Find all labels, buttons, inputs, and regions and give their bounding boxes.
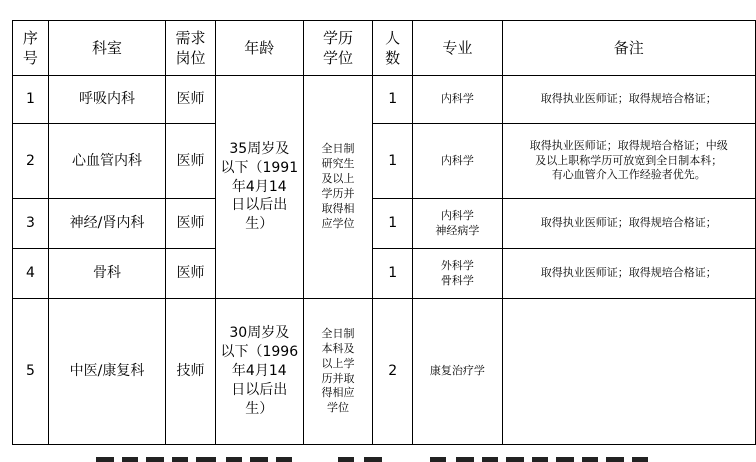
row-post: 医师 [166,249,216,299]
row-remark: 取得执业医师证；取得规培合格证；中级 及以上职称学历可放宽到全日制本科； 有心血管介入工作经验者优先。 [502,124,755,199]
header-major: 专业 [413,21,502,76]
row-no: 4 [13,249,49,299]
row-count: 1 [373,76,413,124]
row-dept: 心血管内科 [48,124,165,199]
row-remark: 取得执业医师证；取得规培合格证； [502,76,755,124]
row-count: 1 [373,124,413,199]
header-no: 序 号 [13,21,49,76]
row-major: 外科学 骨科学 [413,249,502,299]
education-requirement: 全日制 本科及 以上学 历并取 得相应 学位 [303,299,373,445]
table-row [13,199,756,249]
row-count: 2 [373,299,413,445]
table-row [13,249,756,299]
row-major: 内科学 [413,76,502,124]
header-edu: 学历 学位 [303,21,373,76]
header-age: 年龄 [215,21,303,76]
age-requirement: 35周岁及 以下（1991 年4月14 日以后出 生） [215,76,303,299]
row-remark [502,299,755,445]
row-major: 内科学 神经病学 [413,199,502,249]
age-requirement: 30周岁及 以下（1996 年4月14 日以后出 生） [215,299,303,445]
row-post: 医师 [166,76,216,124]
row-no: 3 [13,199,49,249]
header-dept: 科室 [48,21,165,76]
header-remark: 备注 [502,21,755,76]
header-row [13,21,756,76]
table-row [13,299,756,445]
header-count: 人 数 [373,21,413,76]
table-row [13,124,756,199]
row-no: 2 [13,124,49,199]
table-row [13,76,756,124]
row-dept: 神经/肾内科 [48,199,165,249]
row-count: 1 [373,249,413,299]
row-no: 5 [13,299,49,445]
row-post: 医师 [166,124,216,199]
education-requirement: 全日制 研究生 及以上 学历并 取得相 应学位 [303,76,373,299]
row-dept: 中医/康复科 [48,299,165,445]
row-no: 1 [13,76,49,124]
header-post: 需求 岗位 [166,21,216,76]
row-count: 1 [373,199,413,249]
row-remark: 取得执业医师证；取得规培合格证； [502,249,755,299]
row-dept: 骨科 [48,249,165,299]
cropped-text-line [0,455,756,462]
recruitment-table [12,20,756,445]
row-remark: 取得执业医师证；取得规培合格证； [502,199,755,249]
row-major: 康复治疗学 [413,299,502,445]
row-post: 技师 [166,299,216,445]
row-dept: 呼吸内科 [48,76,165,124]
row-major: 内科学 [413,124,502,199]
row-post: 医师 [166,199,216,249]
